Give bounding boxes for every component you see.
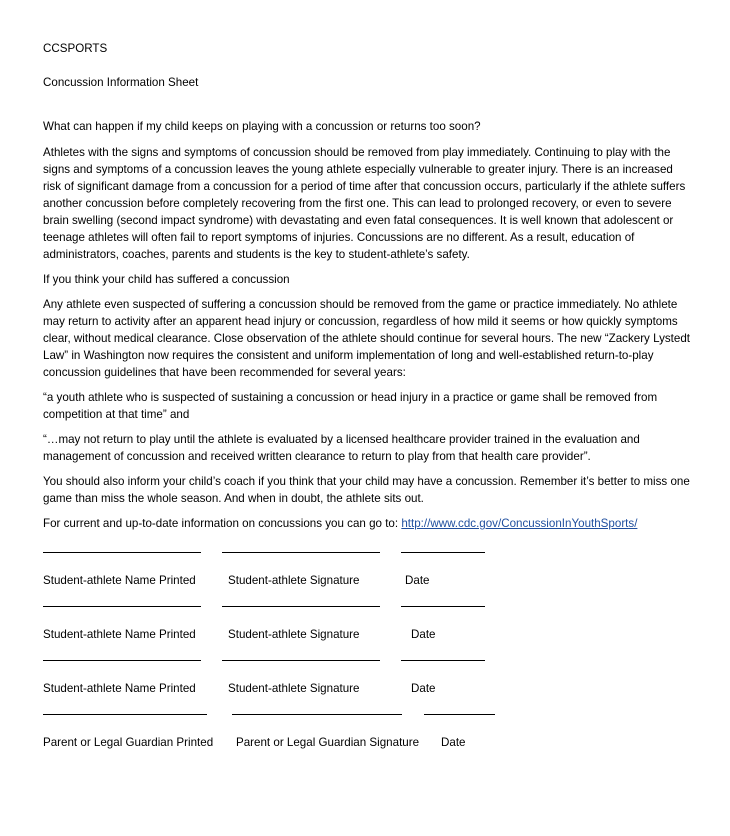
name-signature-line[interactable] — [43, 660, 201, 661]
name-label: Student-athlete Name Printed — [43, 682, 196, 695]
signature-lines-row — [43, 542, 693, 572]
signature-label: Student-athlete Signature — [228, 574, 360, 587]
signature-line[interactable] — [222, 606, 380, 607]
signature-labels-row — [43, 734, 693, 758]
signature-label: Student-athlete Signature — [228, 682, 360, 695]
section-body-removal: Any athlete even suspected of suffering a concussion should be removed from the game or practice immediately. No athlete may return to activity after an apparent head injury or concussion, regardless of how mild it seems or how quickly symptoms clear, without medical clearance. Close observation of the athlete should continue for several hours. The new “Zackery Lystedt Law” in Washington now requires the consistent and uniform implementation of long and well-established return-to-play concussion guidelines that have been recommended for several years: — [43, 298, 691, 379]
document-title: Concussion Information Sheet — [43, 76, 199, 89]
date-signature-line[interactable] — [401, 606, 485, 607]
law-quote-clearance: “…may not return to play until the athlete is evaluated by a licensed healthcare provider trained in the evaluation and management of concussion and received written clearance to return to play from that health care provider”. — [43, 433, 640, 463]
date-label: Date — [411, 682, 436, 695]
name-signature-line[interactable] — [43, 606, 201, 607]
cdc-link[interactable]: http://www.cdc.gov/ConcussionInYouthSports/ — [401, 517, 638, 530]
signature-lines-row — [43, 596, 693, 626]
guardian-signature-label: Parent or Legal Guardian Signature — [236, 736, 420, 749]
date-signature-line[interactable] — [401, 660, 485, 661]
organization-name: CCSPORTS — [43, 42, 108, 55]
signature-line[interactable] — [222, 660, 380, 661]
signature-labels-row — [43, 680, 693, 704]
guardian-name-signature-line[interactable] — [43, 714, 207, 715]
signature-labels-row — [43, 626, 693, 650]
law-quote-removal: “a youth athlete who is suspected of sustaining a concussion or head injury in a practice or game shall be removed from competition at that time” and — [43, 391, 658, 421]
name-label: Student-athlete Name Printed — [43, 574, 196, 587]
signature-block — [43, 542, 693, 758]
section-question: What can happen if my child keeps on playing with a concussion or returns too soon? — [43, 120, 481, 133]
date-signature-line[interactable] — [401, 552, 485, 553]
guardian-date-label: Date — [441, 736, 466, 749]
signature-label: Student-athlete Signature — [228, 628, 360, 641]
info-prefix: For current and up-to-date information on concussions you can go to: — [43, 517, 402, 530]
date-label: Date — [405, 574, 430, 587]
signature-lines-row — [43, 650, 693, 680]
guardian-signature-line[interactable] — [232, 714, 402, 715]
document-page — [43, 40, 693, 758]
guardian-date-signature-line[interactable] — [424, 714, 495, 715]
name-label: Student-athlete Name Printed — [43, 628, 196, 641]
section-heading-suspected: If you think your child has suffered a concussion — [43, 273, 290, 286]
signature-labels-row — [43, 572, 693, 596]
guardian-name-label: Parent or Legal Guardian Printed — [43, 736, 214, 749]
coach-advice: You should also inform your child’s coach if you think that your child may have a concussion. Remember it’s better to miss one game than miss the whole season. And when in doubt, the athlete sits out. — [43, 475, 690, 505]
date-label: Date — [411, 628, 436, 641]
info-line — [43, 515, 693, 532]
name-signature-line[interactable] — [43, 552, 201, 553]
section-body-risks: Athletes with the signs and symptoms of concussion should be removed from play immediately. Continuing to play with the signs and symptoms of a concussion leaves the young athlete especially vulnerable to greater injury. There is an increased risk of significant damage from a concussion for a period of time after that concussion occurs, particularly if the athlete suffers another concussion before completely recovering from the first one. This can lead to prolonged recovery, or even to severe brain swelling (second impact syndrome) with devastating and even fatal consequences. It is well known that adolescent or teenage athletes will often fail to report symptoms of injuries. Concussions are no different. As a result, education of administrators, coaches, parents and students is the key to student-athlete’s safety. — [43, 146, 686, 261]
signature-lines-row — [43, 704, 693, 734]
signature-line[interactable] — [222, 552, 380, 553]
